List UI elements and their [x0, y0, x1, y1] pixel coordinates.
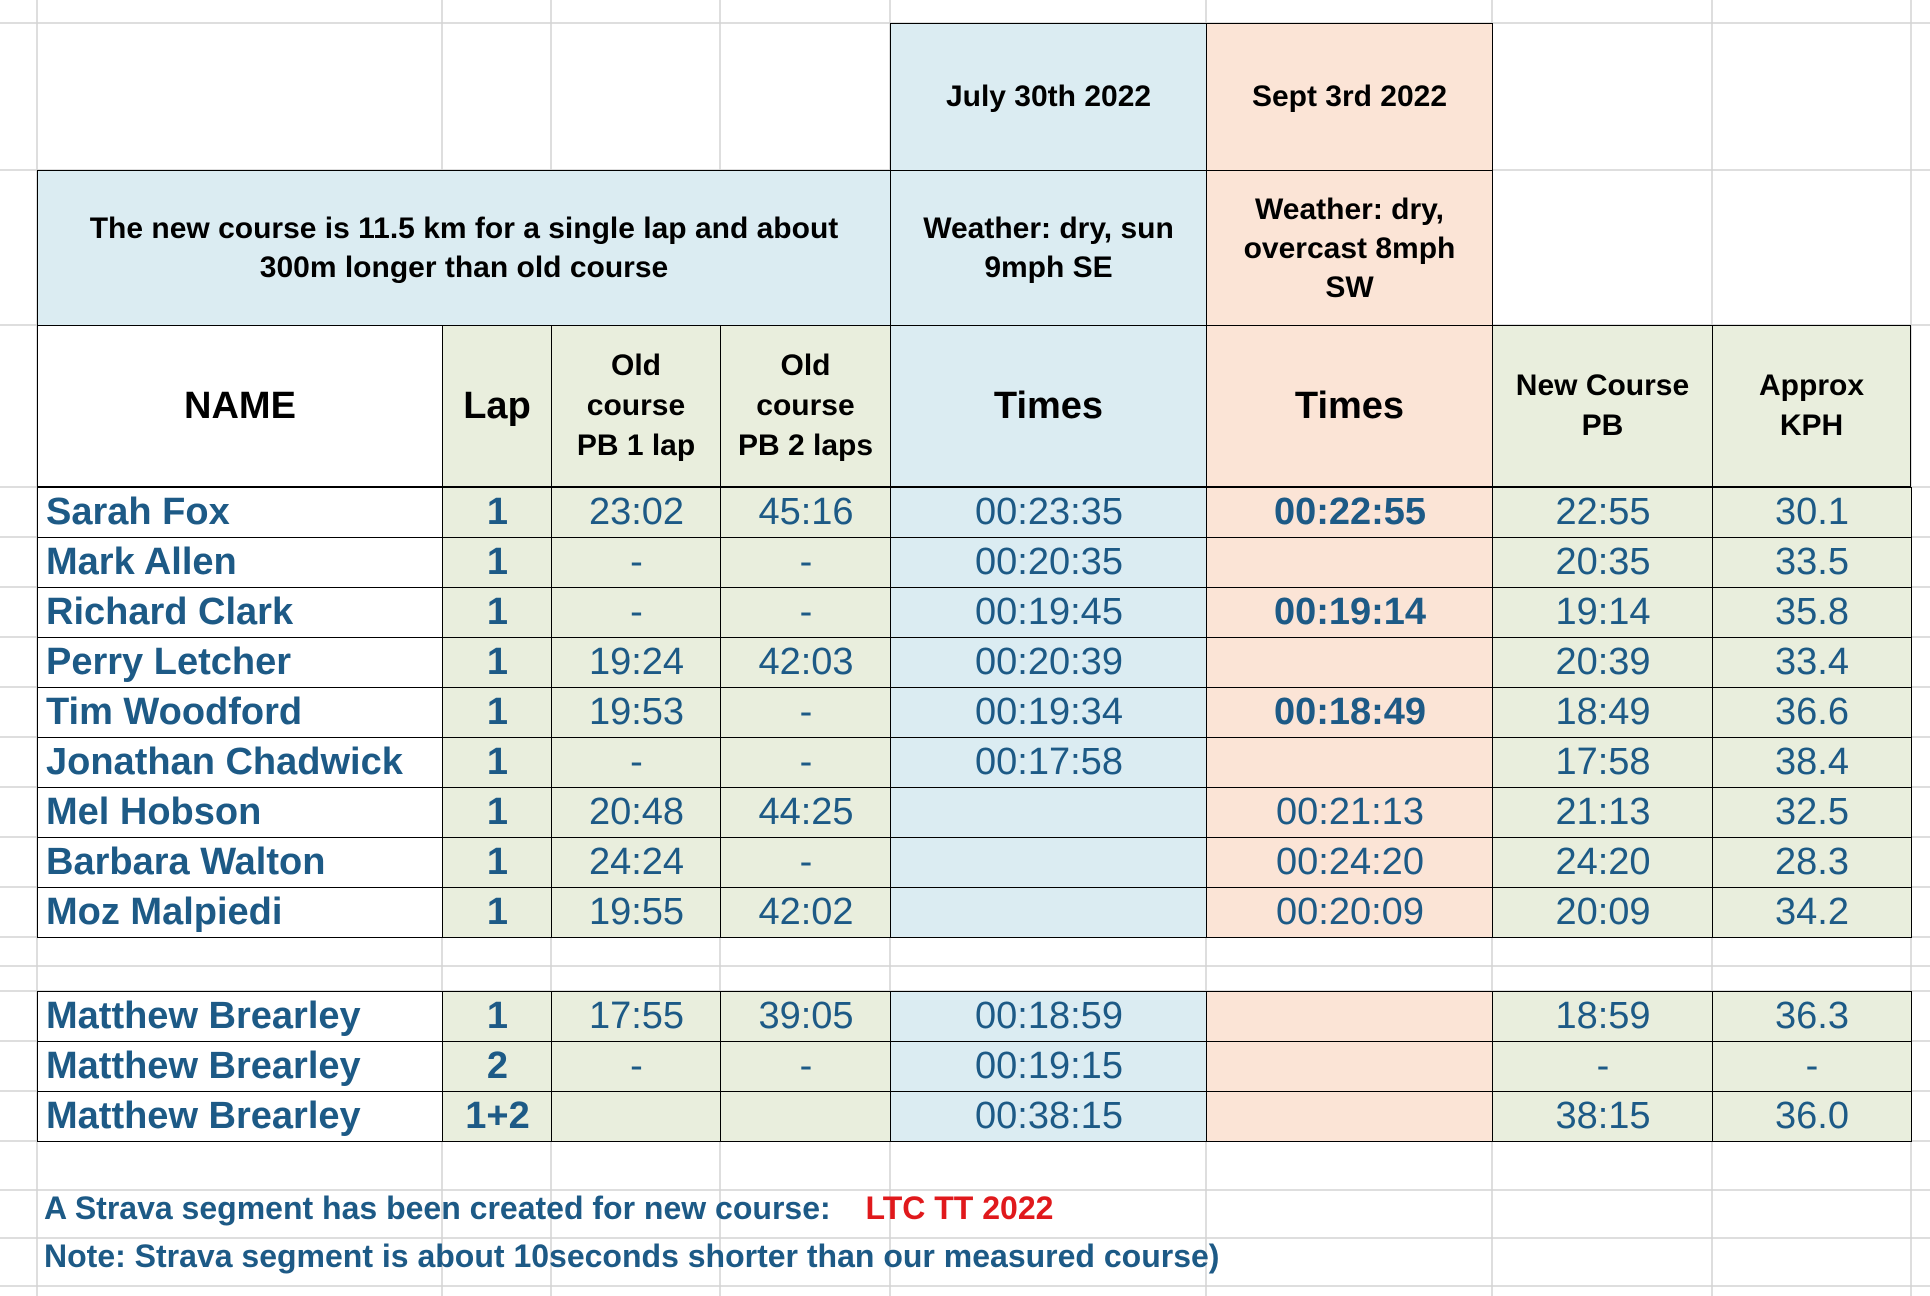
kph-cell: 36.3	[1712, 991, 1912, 1042]
kph-cell: 36.0	[1712, 1091, 1912, 1142]
time-sept-cell: 00:19:14	[1206, 587, 1494, 638]
date-july-cell	[890, 23, 1207, 171]
old-pb-1-cell: 19:55	[551, 887, 722, 938]
name-cell: Mark Allen	[37, 537, 444, 588]
lap-cell: 1	[442, 787, 553, 838]
kph-cell: -	[1712, 1041, 1912, 1092]
time-sept-cell	[1206, 991, 1494, 1042]
time-sept-cell: 00:18:49	[1206, 687, 1494, 738]
time-july-cell: 00:17:58	[890, 737, 1208, 788]
old-pb-2-cell: 44:25	[720, 787, 892, 838]
kph-cell: 34.2	[1712, 887, 1912, 938]
time-july-cell	[890, 887, 1208, 938]
time-sept-cell	[1206, 1041, 1494, 1092]
time-sept-cell: 00:20:09	[1206, 887, 1494, 938]
new-pb-cell: 22:55	[1492, 487, 1714, 538]
new-pb-cell: 18:59	[1492, 991, 1714, 1042]
time-july-cell	[890, 837, 1208, 888]
weather-sept-cell	[1206, 170, 1493, 326]
lap-cell: 1	[442, 687, 553, 738]
name-cell: Barbara Walton	[37, 837, 444, 888]
time-sept-cell	[1206, 637, 1494, 688]
time-sept-cell: 00:22:55	[1206, 487, 1494, 538]
new-pb-cell: 20:09	[1492, 887, 1714, 938]
kph-cell: 38.4	[1712, 737, 1912, 788]
weather-july: Weather: dry, sun 9mph SE	[923, 212, 1174, 284]
lap-cell: 1	[442, 837, 553, 888]
time-july-cell: 00:18:59	[890, 991, 1208, 1042]
new-pb-cell: 17:58	[1492, 737, 1714, 788]
name-cell: Matthew Brearley	[37, 991, 444, 1042]
kph-cell: 28.3	[1712, 837, 1912, 888]
header-lap: Lap	[442, 325, 552, 487]
old-pb-1-cell: 19:53	[551, 687, 722, 738]
name-cell: Moz Malpiedi	[37, 887, 444, 938]
lap-cell: 1	[442, 637, 553, 688]
course-note-cell	[37, 170, 891, 326]
lap-cell: 2	[442, 1041, 553, 1092]
old-pb-1-cell: -	[551, 537, 722, 588]
old-pb-1-cell: 17:55	[551, 991, 722, 1042]
header-old-pb-1: Old course PB 1 lap	[551, 325, 721, 487]
old-pb-1-cell: 20:48	[551, 787, 722, 838]
new-pb-cell: 18:49	[1492, 687, 1714, 738]
date-sept: Sept 3rd 2022	[1251, 80, 1448, 113]
weather-july-cell	[890, 170, 1207, 326]
time-sept-cell	[1206, 1091, 1494, 1142]
header-times-july: Times	[890, 325, 1207, 487]
new-pb-cell: 20:35	[1492, 537, 1714, 588]
old-pb-2-cell: -	[720, 587, 892, 638]
weather-sept: Weather: dry, overcast 8mph SW	[1243, 192, 1456, 304]
old-pb-2-cell: 42:02	[720, 887, 892, 938]
time-sept-cell	[1206, 537, 1494, 588]
time-july-cell: 00:38:15	[890, 1091, 1208, 1142]
strava-note: A Strava segment has been created for new course: LTC TT 2022	[44, 1190, 1054, 1226]
kph-cell: 30.1	[1712, 487, 1912, 538]
header-kph: Approx KPH	[1712, 325, 1911, 487]
old-pb-2-cell: -	[720, 687, 892, 738]
name-cell: Matthew Brearley	[37, 1041, 444, 1092]
old-pb-1-cell: 19:24	[551, 637, 722, 688]
kph-cell: 35.8	[1712, 587, 1912, 638]
new-pb-cell: 19:14	[1492, 587, 1714, 638]
old-pb-2-cell: -	[720, 837, 892, 888]
kph-cell: 33.4	[1712, 637, 1912, 688]
time-july-cell: 00:19:45	[890, 587, 1208, 638]
name-cell: Matthew Brearley	[37, 1091, 444, 1142]
old-pb-1-cell: -	[551, 737, 722, 788]
new-pb-cell: 38:15	[1492, 1091, 1714, 1142]
header-times-sept: Times	[1206, 325, 1493, 487]
lap-cell: 1+2	[442, 1091, 553, 1142]
header-old-pb-2: Old course PB 2 laps	[720, 325, 891, 487]
time-july-cell: 00:20:39	[890, 637, 1208, 688]
old-pb-1-cell: 24:24	[551, 837, 722, 888]
name-cell: Jonathan Chadwick	[37, 737, 444, 788]
lap-cell: 1	[442, 991, 553, 1042]
time-july-cell: 00:19:34	[890, 687, 1208, 738]
name-cell: Richard Clark	[37, 587, 444, 638]
kph-cell: 36.6	[1712, 687, 1912, 738]
strava-distance-note: Note: Strava segment is about 10seconds shorter than our measured course)	[44, 1238, 1220, 1274]
strava-segment-link[interactable]: LTC TT 2022	[865, 1190, 1054, 1226]
time-july-cell: 00:20:35	[890, 537, 1208, 588]
lap-cell: 1	[442, 587, 553, 638]
lap-cell: 1	[442, 737, 553, 788]
time-sept-cell: 00:21:13	[1206, 787, 1494, 838]
time-sept-cell	[1206, 737, 1494, 788]
old-pb-1-cell: 23:02	[551, 487, 722, 538]
new-pb-cell: 24:20	[1492, 837, 1714, 888]
time-july-cell: 00:19:15	[890, 1041, 1208, 1092]
name-cell: Mel Hobson	[37, 787, 444, 838]
name-cell: Tim Woodford	[37, 687, 444, 738]
old-pb-2-cell: -	[720, 1041, 892, 1092]
new-pb-cell: 20:39	[1492, 637, 1714, 688]
name-cell: Sarah Fox	[37, 487, 444, 538]
kph-cell: 32.5	[1712, 787, 1912, 838]
old-pb-2-cell: 39:05	[720, 991, 892, 1042]
header-new-pb: New Course PB	[1492, 325, 1713, 487]
old-pb-2-cell: 45:16	[720, 487, 892, 538]
time-july-cell: 00:23:35	[890, 487, 1208, 538]
new-pb-cell: 21:13	[1492, 787, 1714, 838]
old-pb-2-cell: 42:03	[720, 637, 892, 688]
time-july-cell	[890, 787, 1208, 838]
date-sept-cell	[1206, 23, 1493, 171]
old-pb-2-cell	[720, 1091, 892, 1142]
lap-cell: 1	[442, 487, 553, 538]
lap-cell: 1	[442, 887, 553, 938]
lap-cell: 1	[442, 537, 553, 588]
kph-cell: 33.5	[1712, 537, 1912, 588]
header-name: NAME	[37, 325, 443, 487]
old-pb-2-cell: -	[720, 737, 892, 788]
name-cell: Perry Letcher	[37, 637, 444, 688]
old-pb-2-cell: -	[720, 537, 892, 588]
time-sept-cell: 00:24:20	[1206, 837, 1494, 888]
old-pb-1-cell	[551, 1091, 722, 1142]
new-pb-cell: -	[1492, 1041, 1714, 1092]
date-july: July 30th 2022	[945, 80, 1152, 113]
course-note: The new course is 11.5 km for a single lap and about 300m longer than old course	[89, 212, 839, 284]
old-pb-1-cell: -	[551, 587, 722, 638]
old-pb-1-cell: -	[551, 1041, 722, 1092]
